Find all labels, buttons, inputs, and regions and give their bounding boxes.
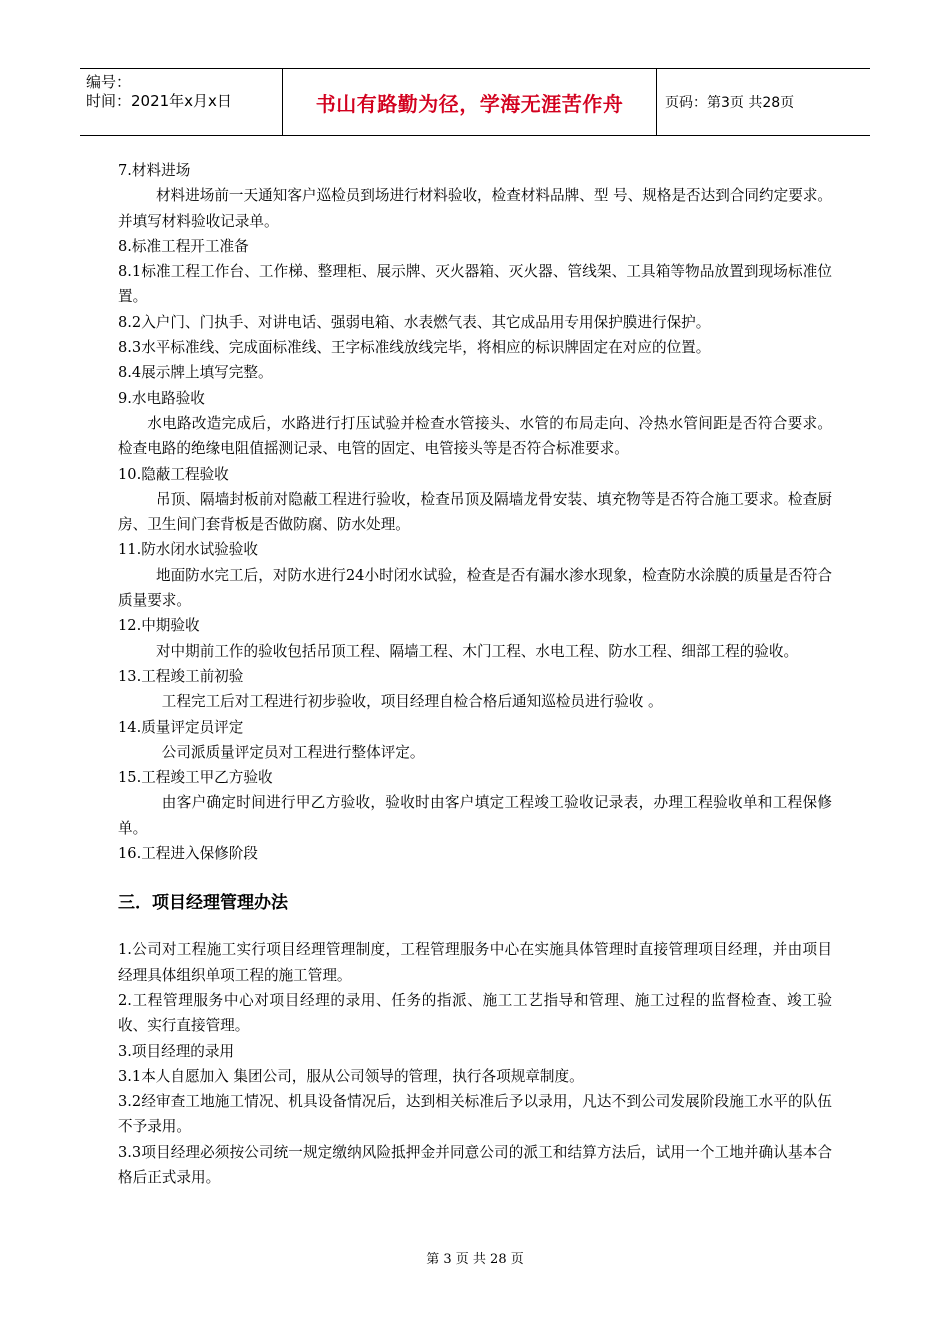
body-paragraph: 3.2经审查工地施工情况、机具设备情况后，达到相关标准后予以录用，凡达不到公司发展阶段施工水平的队伍不予录用。 [118,1093,832,1136]
body-line: 11.防水闭水试验验收 [118,541,258,559]
body-paragraph: 水电路改造完成后，水路进行打压试验并检查水管接头、水管的布局走向、冷热水管间距是否符合要求。检查电路的绝缘电阻值摇测记录、电管的固定、电管接头等是否符合标准要求。 [118,414,832,458]
body-line: 3.项目经理的录用 [118,1042,235,1060]
body-line: 3.1本人自愿加入 集团公司，服从公司领导的管理，执行各项规章制度。 [118,1067,584,1085]
body-paragraph: 2.工程管理服务中心对项目经理的录用、任务的指派、施工工艺指导和管理、施工过程的监督检查、竣工验收、实行直接管理。 [118,991,832,1035]
body-line: 8.2入户门、门执手、对讲电话、强弱电箱、水表燃气表、其它成品用专用保护膜进行保护。 [118,313,711,331]
header-table [80,68,870,136]
body-paragraph: 对中期前工作的验收包括吊顶工程、隔墙工程、木门工程、水电工程、防水工程、细部工程的验收。 [155,642,799,660]
header-left-cell [80,69,283,135]
page-footer: 第 3 页 共 28 页 [426,1252,524,1267]
body-paragraph: 1.公司对工程施工实行项目经理管理制度，工程管理服务中心在实施具体管理时直接管理项目经理，并由项目经理具体组织单项工程的施工管理。 [118,941,832,984]
body-line: 9.水电路验收 [118,389,205,407]
section-title: 三．项目经理管理办法 [118,893,288,914]
document-date: 时间：2021年x月x日 [86,92,232,110]
body-paragraph: 吊顶、隔墙封板前对隐蔽工程进行验收，检查吊顶及隔墙龙骨安装、填充物等是否符合施工要求。检查厨房、卫生间门套背板是否做防腐、防水处理。 [118,490,832,534]
body-line: 7.材料进场 [118,162,191,179]
body-paragraph: 3.3项目经理必须按公司统一规定缴纳风险抵押金并同意公司的派工和结算方法后，试用一个工地并确认基本合格后正式录用。 [118,1143,832,1186]
body-paragraph: 8.1标准工程工作台、工作梯、整理柜、展示牌、灭火器箱、灭火器、管线架、工具箱等物品放置到现场标准位置。 [118,263,832,306]
body-paragraph: 由客户确定时间进行甲乙方验收，验收时由客户填定工程竣工验收记录表，办理工程验收单和工程保修单。 [118,794,832,837]
body-line: 公司派质量评定员对工程进行整体评定。 [161,743,425,761]
document-body [118,158,832,1190]
header-page-number: 页码：第3页 共28页 [665,95,795,111]
body-line: 16.工程进入保修阶段 [118,845,258,863]
body-paragraph: 地面防水完工后，对防水进行24小时闭水试验，检查是否有漏水渗水现象，检查防水涂膜的质量是否符合质量要求。 [118,566,832,610]
body-line: 8.4展示牌上填写完整。 [118,364,273,382]
document-number-label: 编号： [86,73,132,91]
body-line: 14.质量评定员评定 [118,718,244,736]
body-paragraph: 材料进场前一天通知客户巡检员到场进行材料验收，检查材料品牌、型 号、规格是否达到合同约定要求。并填写材料验收记录单。 [118,187,832,230]
body-line: 12.中期验收 [118,617,200,635]
body-line: 15.工程竣工甲乙方验收 [118,769,273,787]
header-motto: 书山有路勤为径，学海无涯苦作舟 [315,91,624,116]
body-line: 10.隐蔽工程验收 [118,465,229,483]
body-line: 工程完工后对工程进行初步验收，项目经理自检合格后通知巡检员进行验收 。 [161,693,663,711]
header-motto-cell [283,69,657,135]
body-line: 8.标准工程开工准备 [118,237,249,255]
body-line: 8.3水平标准线、完成面标准线、王字标准线放线完毕，将相应的标识牌固定在对应的位置。 [118,339,711,357]
header-page-cell [657,69,870,135]
body-line: 13.工程竣工前初验 [118,667,244,685]
